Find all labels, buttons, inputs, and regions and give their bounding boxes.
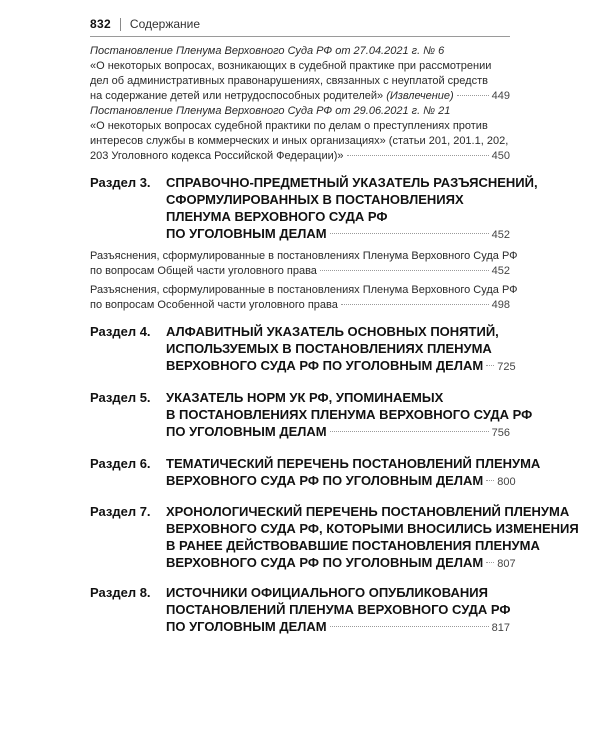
page-header: [90, 14, 510, 34]
section-title-line: ВЕРХОВНОГО СУДА РФ ПО УГОЛОВНЫМ ДЕЛАМ: [166, 473, 484, 488]
entry-text-line: 203 Уголовного кодекса Российской Федерации)»: [90, 150, 344, 162]
dot-leader: [457, 95, 489, 96]
sub-entry-last-line: [90, 298, 510, 313]
section-last-line: [166, 554, 516, 573]
toc-sub-entry[interactable]: [90, 283, 518, 313]
section-title-line: ПЛЕНУМА ВЕРХОВНОГО СУДА РФ: [166, 209, 388, 224]
entry-text-line: интересов службы в коммерческих и иных организациях» (статьи 201, 201.1, 202,: [90, 135, 509, 147]
running-title: Содержание: [129, 17, 201, 31]
toc-sub-entry[interactable]: [90, 249, 518, 279]
entry-text-line: «О некоторых вопросах судебной практики по делам о преступлениях против: [90, 120, 488, 132]
page-ref: 756: [491, 427, 510, 439]
sub-entry-line: Разъяснения, сформулированные в постановлениях Пленума Верховного Суда РФ: [90, 284, 518, 296]
dot-leader: [320, 270, 489, 271]
page-ref: 452: [491, 229, 510, 241]
page-ref: 452: [491, 265, 510, 277]
section-title: [166, 389, 533, 442]
section-title-line: СПРАВОЧНО-ПРЕДМЕТНЫЙ УКАЗАТЕЛЬ РАЗЪЯСНЕНИЙ,: [166, 175, 538, 190]
section-title-line: ИСТОЧНИКИ ОФИЦИАЛЬНОГО ОПУБЛИКОВАНИЯ: [166, 585, 488, 600]
section-title: [166, 584, 510, 637]
dot-leader: [486, 365, 494, 366]
dot-leader: [486, 480, 494, 481]
section-label: Раздел 4.: [90, 324, 151, 339]
section-label: Раздел 7.: [90, 504, 151, 519]
entry-heading: Постановление Пленума Верховного Суда РФ от 29.06.2021 г. № 21: [90, 105, 451, 117]
section-last-line: [166, 618, 510, 637]
section-title-line: УКАЗАТЕЛЬ НОРМ УК РФ, УПОМИНАЕМЫХ: [166, 390, 444, 405]
header-separator: [120, 18, 121, 31]
section-title: [166, 503, 579, 573]
toc-entry[interactable]: [90, 104, 510, 164]
section-title-line: В РАНЕЕ ДЕЙСТВОВАВШИЕ ПОСТАНОВЛЕНИЯ ПЛЕНУМА: [166, 538, 540, 553]
entry-last-line: [90, 149, 510, 164]
section-title: [166, 455, 541, 491]
dot-leader: [486, 562, 494, 563]
entry-text-line: на содержание детей или нетрудоспособных родителей» (Извлечение): [90, 90, 454, 102]
section-title-line: ВЕРХОВНОГО СУДА РФ ПО УГОЛОВНЫМ ДЕЛАМ: [166, 555, 484, 570]
entry-text-line: дел об административных правонарушениях, связанных с неуплатой средств: [90, 75, 488, 87]
section-title-line: ВЕРХОВНОГО СУДА РФ, КОТОРЫМИ ВНОСИЛИСЬ ИЗМЕНЕНИЯ: [166, 521, 579, 536]
section-title-line: ИСПОЛЬЗУЕМЫХ В ПОСТАНОВЛЕНИЯХ ПЛЕНУМА: [166, 341, 492, 356]
page-ref: 807: [497, 558, 516, 570]
section-title-line: ПО УГОЛОВНЫМ ДЕЛАМ: [166, 226, 327, 241]
section-title-line: ПО УГОЛОВНЫМ ДЕЛАМ: [166, 424, 327, 439]
entry-last-line: [90, 89, 510, 104]
sub-entry-line: по вопросам Особенной части уголовного права: [90, 299, 338, 311]
dot-leader: [330, 431, 489, 432]
page-ref: 449: [491, 90, 510, 102]
section-title-line: ПОСТАНОВЛЕНИЙ ПЛЕНУМА ВЕРХОВНОГО СУДА РФ: [166, 602, 511, 617]
entry-heading: Постановление Пленума Верховного Суда РФ от 27.04.2021 г. № 6: [90, 45, 445, 57]
section-label: Раздел 5.: [90, 390, 151, 405]
section-title-line: СФОРМУЛИРОВАННЫХ В ПОСТАНОВЛЕНИЯХ: [166, 192, 464, 207]
section-title: [166, 174, 538, 244]
page-ref: 450: [491, 150, 510, 162]
section-last-line: [166, 423, 510, 442]
section-title: [166, 323, 516, 376]
entry-text-line: «О некоторых вопросах, возникающих в судебной практике при рассмотрении: [90, 60, 492, 72]
toc-entry[interactable]: [90, 44, 510, 104]
page-ref: 725: [497, 361, 516, 373]
page-ref: 800: [497, 476, 516, 488]
section-title-line: ПО УГОЛОВНЫМ ДЕЛАМ: [166, 619, 327, 634]
section-title-line: В ПОСТАНОВЛЕНИЯХ ПЛЕНУМА ВЕРХОВНОГО СУДА РФ: [166, 407, 533, 422]
entry-note: (Извлечение): [386, 90, 454, 102]
section-label: Раздел 3.: [90, 175, 151, 190]
dot-leader: [341, 304, 489, 305]
dot-leader: [347, 155, 489, 156]
page-ref: 817: [491, 622, 510, 634]
section-last-line: [166, 472, 516, 491]
section-last-line: [166, 225, 510, 244]
section-title-line: ХРОНОЛОГИЧЕСКИЙ ПЕРЕЧЕНЬ ПОСТАНОВЛЕНИЙ ПЛЕНУМА: [166, 504, 570, 519]
dot-leader: [330, 233, 489, 234]
section-last-line: [166, 357, 516, 376]
page-number: 832: [90, 17, 111, 31]
section-title-line: ВЕРХОВНОГО СУДА РФ ПО УГОЛОВНЫМ ДЕЛАМ: [166, 358, 484, 373]
section-title-line: ТЕМАТИЧЕСКИЙ ПЕРЕЧЕНЬ ПОСТАНОВЛЕНИЙ ПЛЕНУМА: [166, 456, 541, 471]
section-title-line: АЛФАВИТНЫЙ УКАЗАТЕЛЬ ОСНОВНЫХ ПОНЯТИЙ,: [166, 324, 499, 339]
section-label: Раздел 8.: [90, 585, 151, 600]
sub-entry-line: Разъяснения, сформулированные в постановлениях Пленума Верховного Суда РФ: [90, 250, 518, 262]
page-ref: 498: [491, 299, 510, 311]
dot-leader: [330, 626, 489, 627]
sub-entry-last-line: [90, 264, 510, 279]
sub-entry-line: по вопросам Общей части уголовного права: [90, 265, 317, 277]
header-rule: [90, 36, 510, 37]
section-label: Раздел 6.: [90, 456, 151, 471]
